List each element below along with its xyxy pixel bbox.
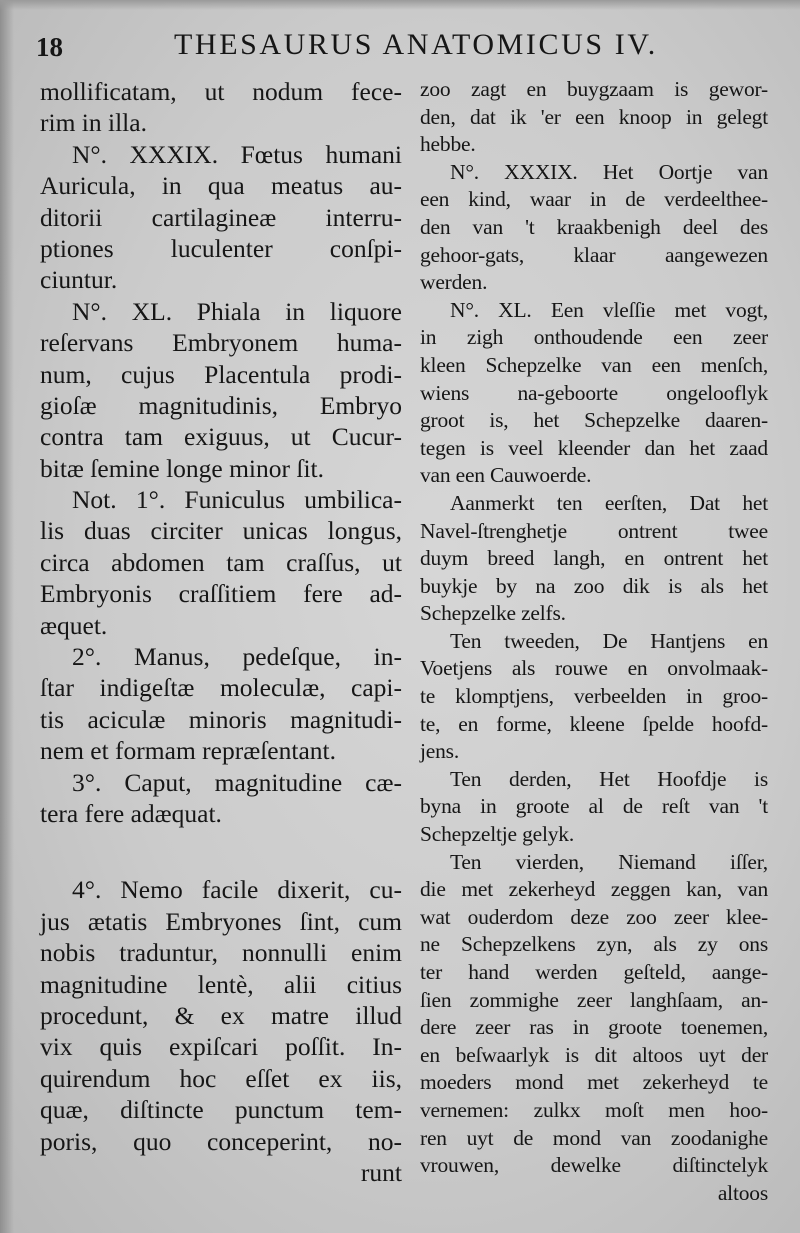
dutch-line: werden. [420,270,488,295]
dutch-line: wiens na-geboorte ongelooflyk [420,380,768,405]
catchword: altoos [717,1180,768,1205]
latin-line: nem et formam repræſentant. [40,736,336,766]
dutch-line: vernemen: zulkx moſt men hoo- [420,1097,768,1122]
paragraph-gap [40,829,402,874]
latin-line: lis duas circiter unicas longus, [40,516,402,546]
latin-line: vix quis expiſcari poſſit. In- [40,1032,402,1062]
latin-line: 4°. Nemo facile dixerit, cu- [72,875,402,905]
dutch-line: groot is, het Schepzelke daaren- [420,408,768,433]
latin-line: N°. XL. Phiala in liquore [72,296,402,326]
latin-line: ſtar indigeſtæ moleculæ, capi- [40,673,402,703]
dutch-line: kleen Schepzelke van een menſch, [420,352,768,377]
dutch-line: Ten derden, Het Hoofdje is [450,766,768,791]
latin-line: quirendum hoc eſſet ex iis, [40,1063,402,1093]
dutch-line: duym breed langh, en ontrent het [420,546,768,571]
dutch-line: den van 't kraakbenigh deel des [420,214,768,239]
latin-line: 3°. Caput, magnitudine cæ- [72,767,402,797]
dutch-line: ſien zommighe zeer langhſaam, an- [420,987,768,1012]
page-top-shadow [0,0,800,10]
latin-catchword: runt [360,1157,402,1187]
latin-line: N°. XXXIX. Fœtus humani [72,139,402,169]
dutch-line: Schepzeltje gelyk. [420,822,575,847]
dutch-line: N°. XL. Een vleſſie met vogt, [450,297,768,322]
latin-line: rim in illa. [40,108,147,138]
dutch-line: ren uyt de mond van zoodanighe [420,1125,768,1150]
latin-line: æquet. [40,610,108,640]
latin-line: num, cujus Placentula prodi- [40,359,402,389]
dutch-line: hebbe. [420,132,476,157]
dutch-line: N°. XXXIX. Het Oortje van [450,159,768,184]
page-edge-shadow [0,0,14,1233]
latin-line: tera fere adæquat. [40,798,222,828]
latin-line: poris, quo conceperint, no- [40,1126,402,1156]
dutch-line: dere zeer ras in groote toenemen, [420,1015,768,1040]
latin-line: Auricula, in qua meatus au- [40,171,402,201]
dutch-line: te, en forme, kleene ſpelde hoofd- [420,711,768,736]
dutch-line: jens. [420,739,460,764]
dutch-line: Ten vierden, Niemand iſſer, [450,849,768,874]
dutch-line: en beſwaarlyk is dit altoos uyt der [420,1042,768,1067]
latin-line: quæ, diſtincte punctum tem- [40,1095,402,1125]
page-header [36,28,786,68]
dutch-line: ne Schepzelkens zyn, als zy ons [420,932,768,957]
latin-line: gioſæ magnitudinis, Embryo [40,390,402,420]
dutch-line: Ten tweeden, De Hantjens en [450,628,768,653]
latin-line: Not. 1°. Funiculus umbilica- [72,485,402,515]
dutch-line: Voetjens als rouwe en onvolmaak- [420,656,768,681]
dutch-line: moeders mond met zekerheyd te [420,1070,768,1095]
dutch-line: in zigh onthoudende een zeer [420,325,768,350]
dutch-line: ter hand werden geſteld, aange- [420,960,768,984]
running-title: THESAURUS ANATOMICUS IV. [174,28,658,61]
dutch-line: byna in groote al de reſt van 't [420,794,768,819]
latin-column [40,76,402,1188]
latin-line: procedunt, & ex matre illud [40,1000,402,1030]
dutch-line: buykje by na zoo dik is als het [420,573,768,598]
latin-line: tis aciculæ minoris magnitudi- [40,704,402,734]
page-number: 18 [36,32,63,62]
latin-line: Embryonis craſſitiem fere ad- [40,579,402,609]
latin-line: mollificatam, ut nodum fece- [40,77,402,106]
dutch-line: gehoor-gats, klaar aangewezen [420,242,768,267]
latin-line: circa abdomen tam craſſus, ut [40,547,402,577]
dutch-line: den, dat ik 'er een knoop in gelegt [420,104,768,129]
dutch-line: zoo zagt en buygzaam is gewor- [420,77,768,101]
latin-line: jus ætatis Embryones ſint, cum [40,906,402,936]
dutch-line: Schepzelke zelfs. [420,601,566,626]
latin-line: ditorii cartilagineæ interru- [40,202,402,232]
latin-line: nobis traduntur, nonnulli enim [40,938,402,968]
latin-line: 2°. Manus, pedeſque, in- [72,642,402,672]
dutch-line: tegen is veel kleender dan het zaad [420,435,768,460]
dutch-line: van een Cauwoerde. [420,463,592,488]
dutch-line: vrouwen, dewelke diſtinctelyk [420,1153,768,1178]
dutch-line: te klomptjens, verbeelden in groo- [420,684,768,709]
dutch-line: die met zekerheyd zeggen kan, van [420,877,768,902]
latin-line: bitæ ſemine longe minor ſit. [40,453,325,483]
latin-line: ciuntur. [40,265,118,295]
latin-line: reſervans Embryonem huma- [40,328,402,358]
latin-line: contra tam exiguus, ut Cucur- [40,422,402,452]
latin-line: ptiones luculenter conſpi- [40,233,402,263]
dutch-column [420,76,768,1207]
dutch-line: Navel-ſtrenghetje ontrent twee [420,518,768,543]
dutch-line: een kind, waar in de verdeelthee- [420,187,768,212]
dutch-line: wat ouderdom deze zoo zeer klee- [420,904,768,929]
dutch-line: Aanmerkt ten eerſten, Dat het [450,490,768,515]
latin-line: magnitudine lentè, alii citius [40,969,402,999]
